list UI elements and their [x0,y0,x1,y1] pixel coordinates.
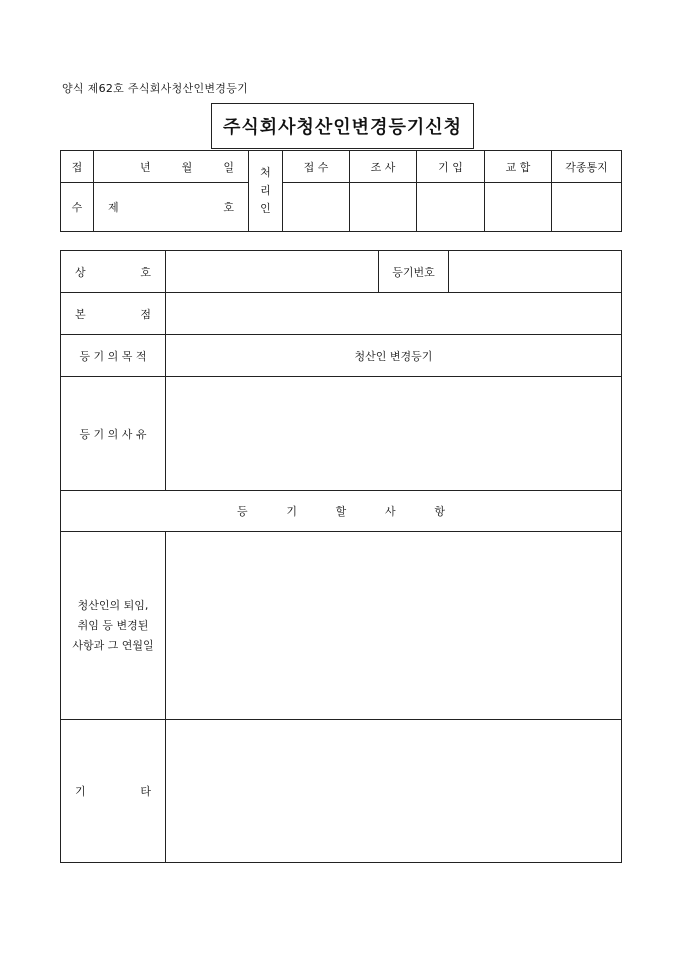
other-value[interactable] [166,720,622,863]
change-value[interactable] [166,532,622,720]
stamp-receipt[interactable] [283,183,350,232]
header-collation: 교 합 [485,151,552,183]
other-label-cell [61,720,166,863]
bonjeom-value[interactable] [166,293,622,335]
stamp-investigation[interactable] [350,183,417,232]
header-entry: 기 입 [417,151,485,183]
header-investigation: 조 사 [350,151,417,183]
change-label-line-1: 청산인의 퇴임, [77,598,149,612]
items-header-4: 사 [384,505,396,518]
stamp-entry[interactable] [417,183,485,232]
day-label: 일 [223,160,234,174]
processor-cheo: 처 [260,166,271,179]
processor-ri: 리 [260,184,271,197]
items-header-1: 등 [237,505,248,518]
sangho-label-a: 상 [75,265,86,279]
items-header-cell [61,491,622,532]
change-label-cell [61,532,166,720]
items-header-2: 기 [286,505,297,518]
items-header-5: 항 [434,505,445,518]
reason-label: 등 기 의 사 유 [61,377,166,491]
processor-cell [249,151,283,232]
change-label-line-2: 취임 등 변경된 [77,618,149,632]
items-header-3: 할 [335,505,347,518]
purpose-value[interactable]: 청산인 변경등기 [166,335,622,377]
sangho-value[interactable] [166,251,379,293]
bonjeom-label-b: 점 [140,307,151,321]
receipt-su-cell [61,183,94,232]
receipt-number-cell[interactable] [94,183,249,232]
receipt-su-label: 수 [71,201,83,214]
bonjeom-label-cell [61,293,166,335]
receipt-jeop-label: 접 [71,160,83,174]
application-table [60,250,622,863]
receipt-date-cell[interactable] [94,151,249,183]
stamp-notices[interactable] [552,183,622,232]
je-label: 제 [108,201,119,214]
month-label: 월 [181,160,193,174]
form-title [211,103,474,149]
form-title-text: 주식회사청산인변경등기신청 [222,117,463,138]
receipt-jeop-cell [61,151,94,183]
bonjeom-label-a: 본 [75,307,86,321]
reg-no-label: 등기번호 [379,251,449,293]
sangho-label-cell [61,251,166,293]
processor-in: 인 [260,202,271,215]
other-label-b: 타 [140,785,151,798]
other-label-a: 기 [75,785,86,798]
change-label-line-3: 사항과 그 연월일 [72,638,154,652]
stamp-collation[interactable] [485,183,552,232]
header-receipt: 접 수 [283,151,350,183]
purpose-label: 등 기 의 목 적 [61,335,166,377]
sangho-label-b: 호 [140,265,151,279]
header-notices: 각종통지 [552,151,622,183]
ho-label: 호 [223,201,234,214]
reason-value[interactable] [166,377,622,491]
form-number: 양식 제62호 주식회사청산인변경등기 [62,82,249,95]
reg-no-value[interactable] [449,251,622,293]
year-label: 년 [140,160,151,174]
receipt-table [60,150,622,232]
